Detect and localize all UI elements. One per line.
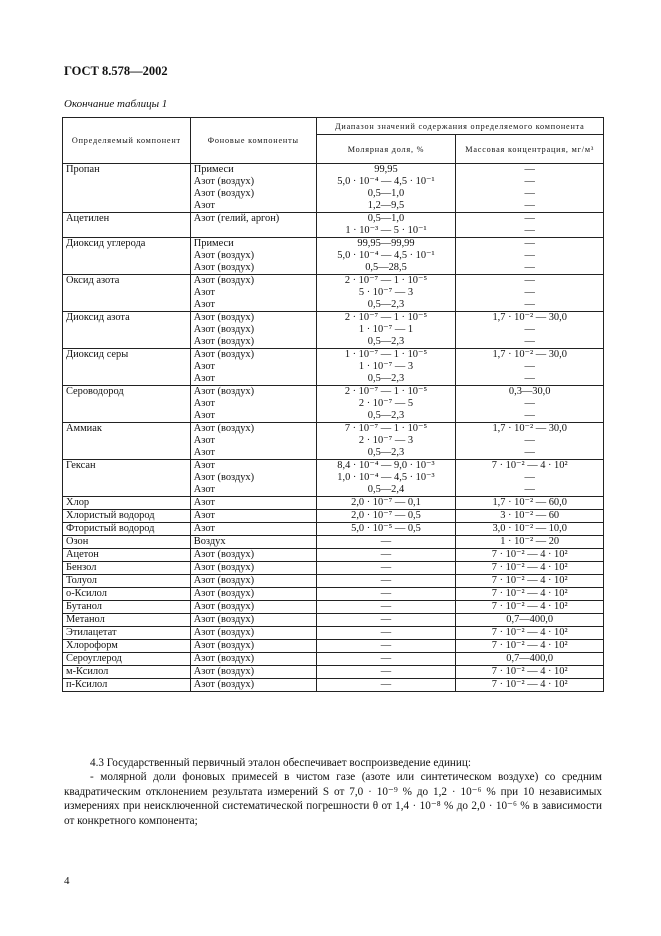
molar-cell <box>316 497 456 510</box>
mass-cell <box>456 510 604 523</box>
background-value: Азот (воздух) <box>193 188 255 199</box>
background-value: Азот (воздух) <box>193 588 255 599</box>
mass-value: 1,7 · 10⁻² — 30,0 <box>492 312 567 323</box>
mass-value: — <box>524 324 535 335</box>
molar-cell <box>316 601 456 614</box>
component-cell <box>63 312 191 349</box>
table-row <box>63 653 604 666</box>
mass-cell <box>456 614 604 627</box>
molar-value: 99,95—99,99 <box>357 238 415 249</box>
table-row <box>63 213 604 238</box>
component-cell <box>63 601 191 614</box>
component-name: Диоксид азота <box>66 312 130 323</box>
background-value: Азот (воздух) <box>193 679 255 690</box>
background-value: Азот (воздух) <box>193 666 255 677</box>
mass-value: 0,7—400,0 <box>506 614 554 625</box>
table-row <box>63 640 604 653</box>
mass-cell <box>456 640 604 653</box>
mass-cell <box>456 523 604 536</box>
mass-value: — <box>524 238 535 249</box>
molar-cell <box>316 653 456 666</box>
component-cell <box>63 523 191 536</box>
mass-value: 7 · 10⁻² — 4 · 10² <box>491 627 568 638</box>
component-cell <box>63 349 191 386</box>
background-value: Азот <box>193 510 215 521</box>
mass-value: 3 · 10⁻² — 60 <box>500 510 560 521</box>
component-name: Бензол <box>66 562 97 573</box>
mass-value: 7 · 10⁻² — 4 · 10² <box>491 588 568 599</box>
molar-cell <box>316 640 456 653</box>
background-value: Азот (воздух) <box>193 176 255 187</box>
molar-value: 0,5—28,5 <box>365 262 407 273</box>
molar-cell <box>316 510 456 523</box>
molar-value: 5 · 10⁻⁷ — 3 <box>358 287 414 298</box>
molar-cell <box>316 588 456 601</box>
table-row <box>63 562 604 575</box>
mass-value: — <box>524 250 535 261</box>
background-cell <box>190 679 316 692</box>
molar-value: 1 · 10⁻³ — 5 · 10⁻¹ <box>345 225 427 236</box>
component-cell <box>63 510 191 523</box>
mass-cell <box>456 666 604 679</box>
mass-value: 7 · 10⁻² — 4 · 10² <box>491 601 568 612</box>
table-row <box>63 312 604 349</box>
component-name: Гексан <box>66 460 96 471</box>
molar-cell <box>316 627 456 640</box>
mass-value: — <box>524 447 535 458</box>
mass-value: — <box>524 299 535 310</box>
mass-value: — <box>524 484 535 495</box>
molar-cell <box>316 523 456 536</box>
component-name: Этилацетат <box>66 627 117 638</box>
background-cell <box>190 460 316 497</box>
molar-value: 2 · 10⁻⁷ — 3 <box>358 435 414 446</box>
mass-cell <box>456 653 604 666</box>
mass-value: 7 · 10⁻² — 4 · 10² <box>491 575 568 586</box>
component-name: м-Ксилол <box>66 666 109 677</box>
background-value: Азот <box>193 460 215 471</box>
background-value: Азот <box>193 523 215 534</box>
paragraph: 4.3 Государственный первичный эталон обеспечивает воспроизведение единиц: <box>90 757 471 769</box>
col-background-header: Фоновые компоненты <box>190 118 316 164</box>
mass-value: 7 · 10⁻² — 4 · 10² <box>491 666 568 677</box>
background-cell <box>190 536 316 549</box>
molar-value: 2 · 10⁻⁷ — 1 · 10⁻⁵ <box>344 275 428 286</box>
molar-cell <box>316 164 456 213</box>
component-name: Бутанол <box>66 601 102 612</box>
component-name: Диоксид серы <box>66 349 129 360</box>
molar-value: 0,5—2,4 <box>367 484 405 495</box>
molar-cell <box>316 575 456 588</box>
background-value: Азот <box>193 410 215 421</box>
mass-cell <box>456 536 604 549</box>
molar-value: 0,5—1,0 <box>367 188 405 199</box>
component-name: Аммиак <box>66 423 102 434</box>
background-value: Азот (воздух) <box>193 627 255 638</box>
molar-value: — <box>380 549 392 560</box>
mass-cell <box>456 349 604 386</box>
molar-value: 5,0 · 10⁻⁴ — 4,5 · 10⁻¹ <box>337 250 435 261</box>
mass-value: — <box>524 200 535 211</box>
mass-value: — <box>524 435 535 446</box>
molar-cell <box>316 536 456 549</box>
mass-cell <box>456 213 604 238</box>
mass-cell <box>456 679 604 692</box>
component-cell <box>63 627 191 640</box>
mass-cell <box>456 238 604 275</box>
component-name: Оксид азота <box>66 275 120 286</box>
background-cell <box>190 275 316 312</box>
molar-value: 5,0 · 10⁻⁴ — 4,5 · 10⁻¹ <box>337 176 435 187</box>
background-value: Азот (воздух) <box>193 324 255 335</box>
document-id: ГОСТ 8.578—2002 <box>64 64 168 78</box>
molar-value: — <box>380 653 392 664</box>
background-cell <box>190 386 316 423</box>
molar-cell <box>316 460 456 497</box>
component-name: Пропан <box>66 164 100 175</box>
molar-cell <box>316 679 456 692</box>
mass-cell <box>456 627 604 640</box>
mass-value: — <box>524 410 535 421</box>
molar-value: 1 · 10⁻⁷ — 1 <box>358 324 414 335</box>
mass-cell <box>456 423 604 460</box>
data-table <box>62 117 604 692</box>
molar-value: — <box>380 614 392 625</box>
background-cell <box>190 510 316 523</box>
molar-value: 0,5—2,3 <box>367 336 405 347</box>
background-cell <box>190 423 316 460</box>
table-caption: Окончание таблицы 1 <box>64 98 168 110</box>
molar-value: — <box>380 679 392 690</box>
molar-value: 2 · 10⁻⁷ — 5 <box>358 398 414 409</box>
molar-value: — <box>380 627 392 638</box>
mass-cell <box>456 164 604 213</box>
mass-value: 1 · 10⁻² — 20 <box>500 536 560 547</box>
background-value: Азот (воздух) <box>193 549 255 560</box>
component-cell <box>63 213 191 238</box>
mass-value: — <box>524 225 535 236</box>
background-cell <box>190 588 316 601</box>
background-value: Азот (воздух) <box>193 653 255 664</box>
background-value: Азот <box>193 447 215 458</box>
mass-value: — <box>524 361 535 372</box>
table-row <box>63 510 604 523</box>
component-cell <box>63 653 191 666</box>
mass-value: 0,3—30,0 <box>508 386 551 397</box>
component-cell <box>63 164 191 213</box>
molar-value: — <box>380 562 392 573</box>
table-row <box>63 238 604 275</box>
background-value: Воздух <box>193 536 226 547</box>
background-value: Азот (воздух) <box>193 472 255 483</box>
background-value: Азот (воздух) <box>193 562 255 573</box>
mass-value: — <box>524 262 535 273</box>
background-value: Азот (воздух) <box>193 601 255 612</box>
component-name: п-Ксилол <box>66 679 108 690</box>
background-cell <box>190 562 316 575</box>
mass-cell <box>456 386 604 423</box>
component-cell <box>63 562 191 575</box>
molar-value: 0,5—2,3 <box>367 410 405 421</box>
table-row <box>63 275 604 312</box>
table-body <box>63 164 604 692</box>
table-row <box>63 523 604 536</box>
background-value: Азот (воздух) <box>193 575 255 586</box>
molar-cell <box>316 549 456 562</box>
component-cell <box>63 497 191 510</box>
background-cell <box>190 653 316 666</box>
component-cell <box>63 614 191 627</box>
molar-cell <box>316 213 456 238</box>
component-name: Хлор <box>66 497 90 508</box>
molar-value: — <box>380 666 392 677</box>
mass-cell <box>456 549 604 562</box>
molar-value: 0,5—2,3 <box>367 447 405 458</box>
mass-cell <box>456 275 604 312</box>
mass-value: 7 · 10⁻² — 4 · 10² <box>491 549 568 560</box>
mass-value: 0,7—400,0 <box>506 653 554 664</box>
background-value: Азот (воздух) <box>193 423 255 434</box>
molar-value: 0,5—2,3 <box>367 373 405 384</box>
molar-value: 2 · 10⁻⁷ — 1 · 10⁻⁵ <box>344 312 428 323</box>
component-cell <box>63 588 191 601</box>
background-value: Азот (воздух) <box>193 614 255 625</box>
table-row <box>63 423 604 460</box>
table-row <box>63 549 604 562</box>
component-cell <box>63 666 191 679</box>
mass-value: — <box>524 188 535 199</box>
component-name: Сероводород <box>66 386 124 397</box>
molar-value: — <box>380 601 392 612</box>
molar-value: 2,0 · 10⁻⁷ — 0,1 <box>351 497 421 508</box>
mass-value: 1,7 · 10⁻² — 60,0 <box>492 497 567 508</box>
component-cell <box>63 575 191 588</box>
col-range-header: Диапазон значений содержания определяемого компонента <box>316 118 603 135</box>
background-value <box>194 225 313 237</box>
background-value: Примеси <box>193 238 234 249</box>
component-name: о-Ксилол <box>66 588 107 599</box>
component-cell <box>63 238 191 275</box>
mass-cell <box>456 497 604 510</box>
table-row <box>63 588 604 601</box>
mass-value: 1,7 · 10⁻² — 30,0 <box>492 349 567 360</box>
molar-value: — <box>380 640 392 651</box>
table-row <box>63 460 604 497</box>
table-row <box>63 497 604 510</box>
component-name: Диоксид углерода <box>66 238 146 249</box>
mass-value: 7 · 10⁻² — 4 · 10² <box>491 562 568 573</box>
mass-cell <box>456 562 604 575</box>
background-value: Азот (воздух) <box>193 262 255 273</box>
background-cell <box>190 164 316 213</box>
molar-cell <box>316 423 456 460</box>
background-value: Азот <box>193 299 215 310</box>
component-name: Ацетилен <box>66 213 110 224</box>
background-cell <box>190 549 316 562</box>
molar-cell <box>316 666 456 679</box>
mass-value: — <box>524 213 535 224</box>
mass-value: — <box>524 176 535 187</box>
background-value: Азот (воздух) <box>193 386 255 397</box>
background-value: Азот <box>193 398 215 409</box>
page-number: 4 <box>64 875 70 887</box>
background-value: Азот (воздух) <box>193 336 255 347</box>
background-value: Азот (воздух) <box>193 312 255 323</box>
mass-cell <box>456 460 604 497</box>
background-cell <box>190 601 316 614</box>
component-cell <box>63 275 191 312</box>
molar-cell <box>316 614 456 627</box>
background-cell <box>190 312 316 349</box>
table-row <box>63 575 604 588</box>
background-cell <box>190 640 316 653</box>
background-value: Азот <box>193 373 215 384</box>
mass-value: 7 · 10⁻² — 4 · 10² <box>491 460 568 471</box>
mass-value: — <box>524 275 535 286</box>
table-row <box>63 164 604 213</box>
mass-value: — <box>524 398 535 409</box>
mass-cell <box>456 588 604 601</box>
mass-value: — <box>524 472 535 483</box>
component-cell <box>63 679 191 692</box>
molar-value: 2 · 10⁻⁷ — 1 · 10⁻⁵ <box>344 386 428 397</box>
mass-cell <box>456 312 604 349</box>
background-value: Азот <box>193 484 215 495</box>
background-value: Азот <box>193 497 215 508</box>
table-row <box>63 601 604 614</box>
molar-value: 1,0 · 10⁻⁴ — 4,5 · 10⁻³ <box>337 472 435 483</box>
background-value: Примеси <box>193 164 234 175</box>
background-cell <box>190 497 316 510</box>
molar-value: 0,5—2,3 <box>367 299 405 310</box>
mass-value: — <box>524 287 535 298</box>
mass-value: — <box>524 164 535 175</box>
molar-value: 8,4 · 10⁻⁴ — 9,0 · 10⁻³ <box>337 460 435 471</box>
paragraph: - молярной доли фоновых примесей в чистом газе (азоте или синтетическом воздухе) со средним квадратическим отклонением результата измерений S от 7,0 · 10⁻⁹ % до 1,2 · 10⁻⁶ % при 10 независимых измерениях при неисключенной систематической погрешности θ от 1,4 · 10⁻⁸ % до 2,0 · 10⁻⁶ % в зависимости от конкретного компонента; <box>64 771 602 827</box>
molar-value: 7 · 10⁻⁷ — 1 · 10⁻⁵ <box>344 423 428 434</box>
component-cell <box>63 460 191 497</box>
component-name: Сероуглерод <box>66 653 122 664</box>
mass-value: 3,0 · 10⁻² — 10,0 <box>492 523 567 534</box>
mass-value: — <box>524 373 535 384</box>
molar-value: 1 · 10⁻⁷ — 3 <box>358 361 414 372</box>
mass-value: 7 · 10⁻² — 4 · 10² <box>491 640 568 651</box>
background-cell <box>190 575 316 588</box>
col-molar-header: Молярная доля, % <box>316 135 456 164</box>
component-cell <box>63 640 191 653</box>
background-value: Азот (гелий, аргон) <box>193 213 280 224</box>
molar-value: 5,0 · 10⁻⁵ — 0,5 <box>351 523 421 534</box>
molar-value: — <box>380 588 392 599</box>
component-name: Толуол <box>66 575 97 586</box>
molar-cell <box>316 275 456 312</box>
molar-value: — <box>380 536 392 547</box>
component-name: Фтористый водород <box>66 523 155 534</box>
table-row <box>63 536 604 549</box>
col-mass-header: Массовая концентрация, мг/м³ <box>456 135 604 164</box>
col-component-header: Определяемый компонент <box>63 118 191 164</box>
component-cell <box>63 536 191 549</box>
molar-cell <box>316 386 456 423</box>
component-name: Хлороформ <box>66 640 118 651</box>
molar-value: 0,5—1,0 <box>367 213 405 224</box>
mass-value: — <box>524 336 535 347</box>
component-cell <box>63 386 191 423</box>
table-row <box>63 614 604 627</box>
molar-cell <box>316 312 456 349</box>
molar-value: 1,2—9,5 <box>367 200 405 211</box>
component-cell <box>63 549 191 562</box>
molar-value: 99,95 <box>374 164 398 175</box>
background-cell <box>190 349 316 386</box>
table-row <box>63 666 604 679</box>
mass-cell <box>456 601 604 614</box>
mass-value: 1,7 · 10⁻² — 30,0 <box>492 423 567 434</box>
mass-value: 7 · 10⁻² — 4 · 10² <box>491 679 568 690</box>
background-value: Азот (воздух) <box>193 349 255 360</box>
background-value: Азот (воздух) <box>193 275 255 286</box>
molar-cell <box>316 349 456 386</box>
background-value: Азот (воздух) <box>193 640 255 651</box>
background-cell <box>190 213 316 238</box>
background-cell <box>190 614 316 627</box>
background-value: Азот <box>193 200 215 211</box>
molar-value: 2,0 · 10⁻⁷ — 0,5 <box>351 510 421 521</box>
background-value: Азот <box>193 361 215 372</box>
molar-cell <box>316 562 456 575</box>
background-value: Азот <box>193 287 215 298</box>
background-cell <box>190 238 316 275</box>
component-name: Хлористый водород <box>66 510 155 521</box>
molar-value: — <box>380 575 392 586</box>
table-row <box>63 627 604 640</box>
component-name: Метанол <box>66 614 105 625</box>
table-row <box>63 349 604 386</box>
table-row <box>63 679 604 692</box>
component-name: Озон <box>66 536 89 547</box>
background-cell <box>190 523 316 536</box>
background-value: Азот (воздух) <box>193 250 255 261</box>
component-name: Ацетон <box>66 549 99 560</box>
body-text <box>64 756 602 828</box>
molar-cell <box>316 238 456 275</box>
table-row <box>63 386 604 423</box>
background-value: Азот <box>193 435 215 446</box>
molar-value: 1 · 10⁻⁷ — 1 · 10⁻⁵ <box>344 349 428 360</box>
background-cell <box>190 627 316 640</box>
mass-cell <box>456 575 604 588</box>
component-cell <box>63 423 191 460</box>
background-cell <box>190 666 316 679</box>
